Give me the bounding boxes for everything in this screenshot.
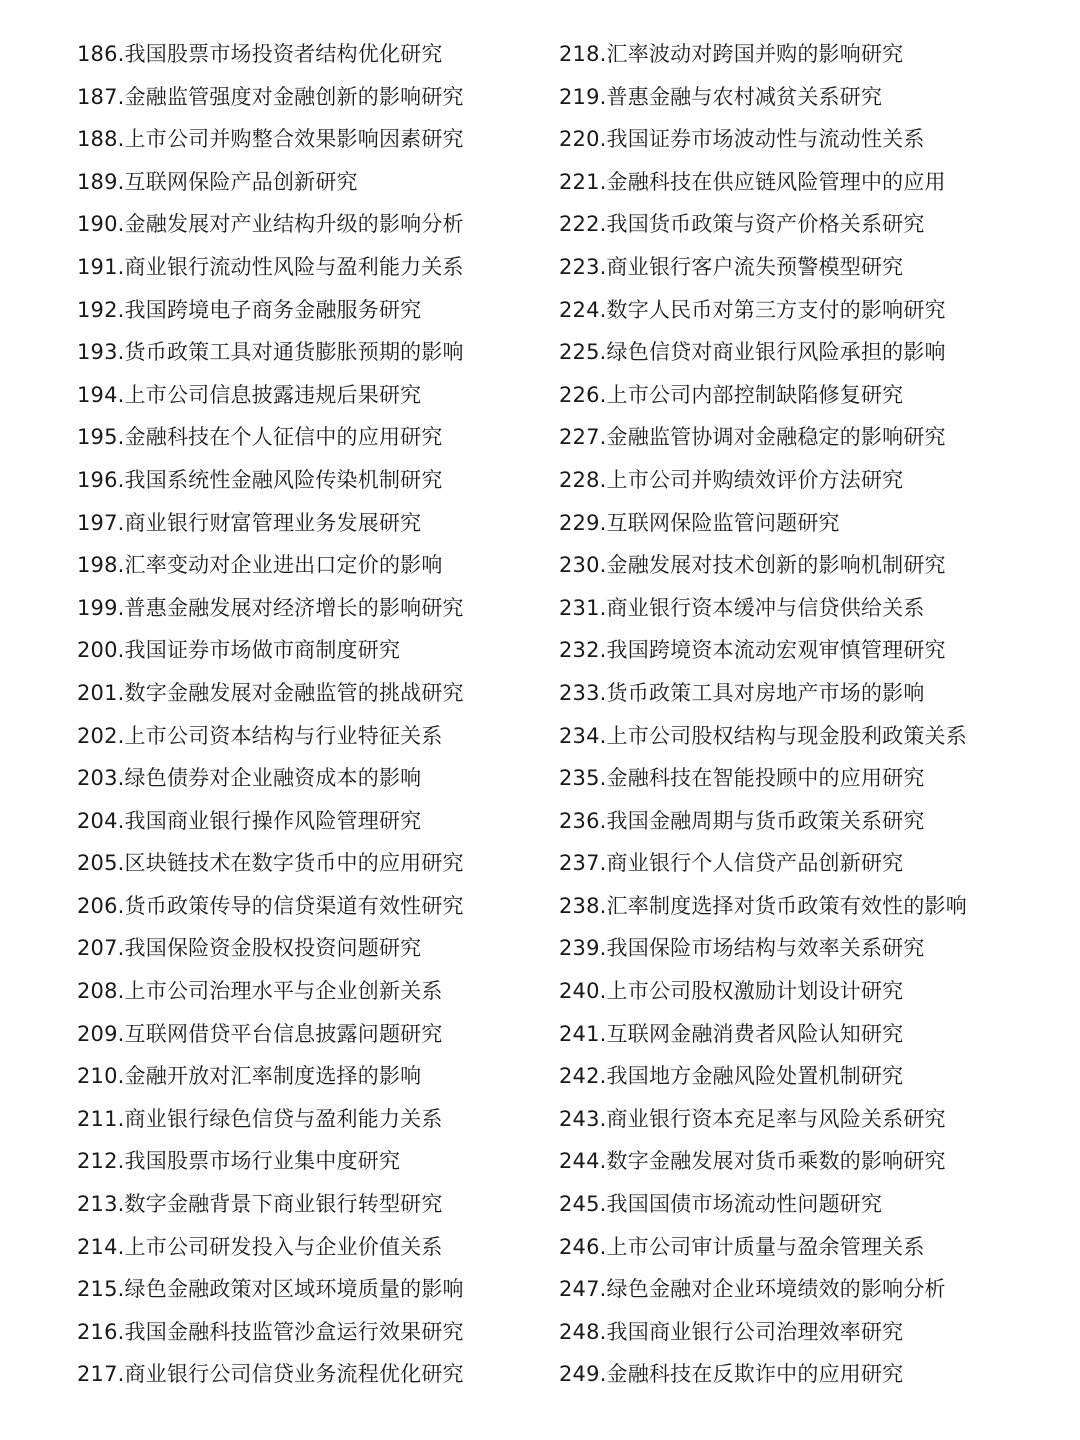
topic-list-item: 235.金融科技在智能投顾中的应用研究	[559, 766, 925, 791]
topic-list-item: 239.我国保险市场结构与效率关系研究	[559, 936, 925, 961]
topic-list-item: 225.绿色信贷对商业银行风险承担的影响	[559, 340, 946, 365]
topic-list-item: 224.数字人民币对第三方支付的影响研究	[559, 297, 946, 322]
topic-list-item: 232.我国跨境资本流动宏观审慎管理研究	[559, 638, 946, 663]
topic-list-item: 197.商业银行财富管理业务发展研究	[77, 510, 422, 535]
topic-list-item: 194.上市公司信息披露违规后果研究	[77, 382, 422, 407]
topic-list-item: 219.普惠金融与农村减贫关系研究	[559, 84, 883, 109]
topic-list-item: 188.上市公司并购整合效果影响因素研究	[77, 127, 464, 152]
topic-list-item: 245.我国国债市场流动性问题研究	[559, 1192, 883, 1217]
topic-list-item: 191.商业银行流动性风险与盈利能力关系	[77, 254, 464, 279]
topic-list-item: 243.商业银行资本充足率与风险关系研究	[559, 1106, 946, 1131]
topic-list-item: 210.金融开放对汇率制度选择的影响	[77, 1064, 422, 1089]
topic-list-item: 202.上市公司资本结构与行业特征关系	[77, 723, 443, 748]
topic-list-item: 204.我国商业银行操作风险管理研究	[77, 808, 422, 833]
topic-list-item: 234.上市公司股权结构与现金股利政策关系	[559, 723, 967, 748]
topic-list-item: 237.商业银行个人信贷产品创新研究	[559, 851, 904, 876]
topic-list-item: 249.金融科技在反欺诈中的应用研究	[559, 1362, 904, 1387]
topic-list-item: 242.我国地方金融风险处置机制研究	[559, 1064, 904, 1089]
topic-list-item: 193.货币政策工具对通货膨胀预期的影响	[77, 340, 464, 365]
topic-list-item: 230.金融发展对技术创新的影响机制研究	[559, 553, 946, 578]
topic-list-item: 247.绿色金融对企业环境绩效的影响分析	[559, 1277, 946, 1302]
topic-list-item: 200.我国证券市场做市商制度研究	[77, 638, 401, 663]
topic-list-item: 229.互联网保险监管问题研究	[559, 510, 840, 535]
topic-list-item: 213.数字金融背景下商业银行转型研究	[77, 1192, 443, 1217]
topic-list-item: 241.互联网金融消费者风险认知研究	[559, 1021, 904, 1046]
topic-list-item: 223.商业银行客户流失预警模型研究	[559, 254, 904, 279]
topic-list-item: 205.区块链技术在数字货币中的应用研究	[77, 851, 464, 876]
topic-list-item: 246.上市公司审计质量与盈余管理关系	[559, 1234, 925, 1259]
topic-list-item: 220.我国证券市场波动性与流动性关系	[559, 127, 925, 152]
topic-list-item: 244.数字金融发展对货币乘数的影响研究	[559, 1149, 946, 1174]
topic-list-item: 222.我国货币政策与资产价格关系研究	[559, 212, 925, 237]
topic-list-item: 201.数字金融发展对金融监管的挑战研究	[77, 680, 464, 705]
topic-list-item: 238.汇率制度选择对货币政策有效性的影响	[559, 893, 967, 918]
topic-list-item: 189.互联网保险产品创新研究	[77, 169, 358, 194]
topic-list-item: 226.上市公司内部控制缺陷修复研究	[559, 382, 904, 407]
topic-list-item: 190.金融发展对产业结构升级的影响分析	[77, 212, 464, 237]
topic-list-item: 217.商业银行公司信贷业务流程优化研究	[77, 1362, 464, 1387]
topic-list-item: 192.我国跨境电子商务金融服务研究	[77, 297, 422, 322]
topic-list-item: 186.我国股票市场投资者结构优化研究	[77, 42, 443, 66]
topic-list-item: 187.金融监管强度对金融创新的影响研究	[77, 84, 464, 109]
topic-list-item: 208.上市公司治理水平与企业创新关系	[77, 979, 443, 1004]
topic-list-item: 221.金融科技在供应链风险管理中的应用	[559, 169, 946, 194]
topic-list-item: 199.普惠金融发展对经济增长的影响研究	[77, 595, 464, 620]
topic-list-left-column	[77, 33, 547, 1396]
topic-list-item: 215.绿色金融政策对区域环境质量的影响	[77, 1277, 464, 1302]
topic-list-item: 206.货币政策传导的信贷渠道有效性研究	[77, 893, 464, 918]
topic-list-item: 248.我国商业银行公司治理效率研究	[559, 1319, 904, 1344]
topic-list-item: 196.我国系统性金融风险传染机制研究	[77, 467, 443, 492]
topic-list-item: 227.金融监管协调对金融稳定的影响研究	[559, 425, 946, 450]
topic-list-item: 209.互联网借贷平台信息披露问题研究	[77, 1021, 443, 1046]
topic-list-item: 236.我国金融周期与货币政策关系研究	[559, 808, 925, 833]
topic-list-item: 216.我国金融科技监管沙盒运行效果研究	[77, 1319, 464, 1344]
topic-list-item: 228.上市公司并购绩效评价方法研究	[559, 467, 904, 492]
topic-list-item: 203.绿色债券对企业融资成本的影响	[77, 766, 422, 791]
topic-list-item: 207.我国保险资金股权投资问题研究	[77, 936, 422, 961]
topic-list-item: 214.上市公司研发投入与企业价值关系	[77, 1234, 443, 1259]
topic-list-item: 218.汇率波动对跨国并购的影响研究	[559, 42, 904, 66]
topic-list-item: 198.汇率变动对企业进出口定价的影响	[77, 553, 443, 578]
topic-list-item: 231.商业银行资本缓冲与信贷供给关系	[559, 595, 925, 620]
topic-list-item: 233.货币政策工具对房地产市场的影响	[559, 680, 925, 705]
topic-list-item: 212.我国股票市场行业集中度研究	[77, 1149, 401, 1174]
topic-list-item: 240.上市公司股权激励计划设计研究	[559, 979, 904, 1004]
topic-list-right-column	[559, 33, 1059, 1396]
topic-list-item: 211.商业银行绿色信贷与盈利能力关系	[77, 1106, 443, 1131]
topic-list-item: 195.金融科技在个人征信中的应用研究	[77, 425, 443, 450]
